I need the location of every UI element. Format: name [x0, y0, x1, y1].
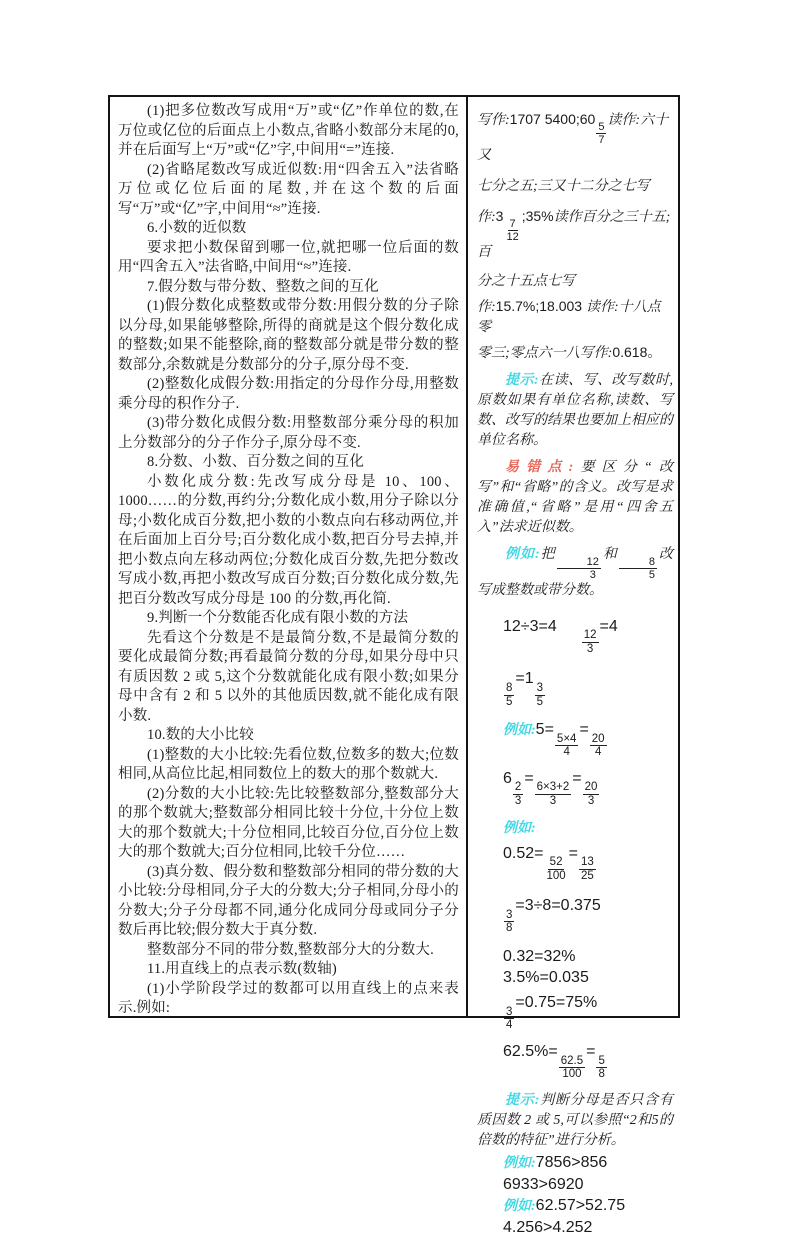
equation-text: 3.5%=0.035	[503, 969, 589, 987]
answer-number: 0.618。	[612, 344, 662, 361]
answer-text: 读作:十八点零	[477, 300, 661, 336]
paragraph-mixed-to-improper: (3)带分数化成假分数:用整数部分乘分母的积加上分数部分的分子作分子,原分母不变.	[118, 415, 459, 451]
fraction-12-3: $\frac{12}{3}$	[557, 556, 601, 581]
heading-10-comparison: 10.数的大小比较	[147, 727, 254, 743]
answer-number: 35%	[525, 208, 554, 225]
tip-text: 在读、写、改写数时,原数如果有单位名称,读数、写数、改写的结果也要加上相应的单位名称。	[477, 373, 673, 449]
fraction-8-5: $\frac{8}{5}$	[619, 556, 657, 581]
comparison-line	[503, 1175, 673, 1194]
fraction-8-5: $\frac{8}{5}$	[506, 681, 513, 708]
equation-text: =	[579, 721, 589, 739]
example-label: 例如:	[503, 820, 536, 836]
example-label-line	[503, 818, 673, 838]
right-column	[468, 97, 678, 1236]
example-label: 例如:	[503, 723, 536, 739]
paragraph-mixed-comparison: 整数部分不同的带分数,整数部分大的分数大.	[147, 941, 434, 958]
example-comparison-1	[503, 1153, 673, 1173]
comparison-line	[503, 1218, 673, 1237]
paragraph-finite-decimal-rule: 先看这个分数是不是最简分数,不是最简分数的要化成最简分数;再看最简分数的分母,如果分母中只有质因数 2 或 5,这个分数就能化成有限小数;如果分母中含有 2 和 5 以外的其他质因数,就不能化成有限小数.	[118, 629, 459, 724]
equation-text: =4	[599, 617, 618, 635]
paragraph-omit-tail: (2)省略尾数改写成近似数:用“四舍五入”法省略万位或亿位后面的尾数,并在这个数的后面写“万”或“亿”字,中间用“≈”连接.	[118, 161, 459, 217]
equation-decimal-to-fraction	[503, 844, 673, 883]
paragraph-decimal-comparison: (2)分数的大小比较:先比较整数部分,整数部分大的那个数就大;整数部分相同比较十分位,十分位上数大的那个数就大;十分位相同,比较百分位,百分位上数大的那个数就大;百分位相同,比较千分位……	[118, 785, 459, 860]
example-paragraph	[477, 545, 673, 600]
equation-fraction-decimal-percent	[503, 993, 673, 1032]
notes-table	[108, 95, 680, 1236]
fraction-20-3: $\frac{20}{3}$	[584, 781, 598, 808]
comparison-value: 7856>856	[535, 1153, 608, 1171]
equation-text: =	[568, 844, 579, 862]
heading-11-number-line: 11.用直线上的点表示数(数轴)	[147, 961, 337, 977]
comparison-value: 62.57>52.75	[535, 1196, 626, 1214]
equation-percent-to-decimal	[503, 968, 673, 987]
paragraph-integer-comparison: (1)整数的大小比较:先看位数,位数多的数大;位数相同,从高位比起,相同数位上的数大的那个数就大.	[118, 746, 459, 782]
equation-mixed-to-improper	[503, 769, 673, 808]
equation-text: 0.52=	[503, 844, 544, 862]
equation-text: =0.75=75%	[515, 994, 598, 1012]
equation-text: 5=	[535, 721, 554, 739]
answer-text: 作:	[477, 300, 496, 316]
equation-integer-to-improper	[503, 720, 673, 759]
comparison-value: 6933>6920	[503, 1175, 584, 1193]
tip-paragraph	[477, 371, 673, 451]
answer-text: 读作:六十又	[477, 113, 669, 164]
answer-text: 作:	[477, 210, 496, 226]
answer-number: 15.7%;18.003	[495, 298, 586, 315]
paragraph-conversion-rules: 小数化成分数:先改写成分母是 10、100、1000……的分数,再约分;分数化成小数,用分子除以分母;小数化成百分数,把小数的小数点向右移动两位,并在后面加上百分号;百分数化成小数,把百分号去掉,并把小数点向左移动两位;分数化成百分数,先把分数改写成小数,再把小数改写成百分数;百分数化成分数,先把百分数改写成分母是 100 的分数,再化简.	[118, 473, 459, 607]
heading-7-fraction-conversion: 7.假分数与带分数、整数之间的互化	[147, 278, 379, 295]
fraction-62p5-100: $\frac{62.5}{100}$	[560, 1054, 584, 1081]
equation-text: =	[524, 769, 534, 787]
answer-number: 3	[495, 208, 504, 225]
equation-fraction-to-decimal	[503, 896, 673, 935]
equation-decimal-to-percent	[503, 947, 673, 966]
equation-text: 6	[503, 769, 512, 787]
fraction-3-5: $\frac{3}{5}$	[536, 681, 544, 708]
left-column	[110, 97, 468, 1016]
equation-text: =3÷8=0.375	[515, 897, 601, 915]
example-text: 把	[539, 547, 556, 563]
example-label: 例如:	[503, 1155, 536, 1171]
fraction-7-12: $\frac{7}{12}$	[506, 218, 519, 244]
answer-line-5	[477, 296, 673, 338]
answer-line-6	[477, 342, 673, 364]
answer-line-3	[477, 206, 673, 263]
fraction-3-8: $\frac{3}{8}$	[506, 908, 513, 935]
answer-line-2	[477, 177, 673, 197]
equation-text: =	[572, 769, 582, 787]
tip-text: 判断分母是否只含有质因数 2 或 5,可以参照“2和5的倍数的特征”进行分析。	[477, 1092, 673, 1148]
fraction-5x4-4: $\frac{5\times 4}{4}$	[556, 732, 577, 759]
paragraph-fraction-comparison: (3)真分数、假分数和整数部分相同的带分数的大小比较:分母相同,分子大的分数大;分子相同,分母小的分数大;分子分母都不同,通分化成同分母或同分子分数后再比较;假分数大于真分数.	[118, 863, 459, 938]
paragraph-rewrite-wan-yi: (1)把多位数改写成用“万”或“亿”作单位的数,在万位或亿位的后面点上小数点,省略小数部分末尾的0,并在后面写上“万”或“亿”字,中间用“=”连接.	[118, 103, 459, 158]
fraction-2-3: $\frac{2}{3}$	[514, 781, 522, 808]
answer-number: 1707 5400;60	[509, 111, 596, 127]
tip-label: 提示:	[505, 373, 539, 389]
fraction-20-4: $\frac{20}{4}$	[591, 732, 605, 759]
fraction-5-7: $\frac{5}{7}$	[598, 121, 605, 147]
example-comparison-2	[503, 1196, 673, 1216]
error-point-label: 易错点:	[505, 460, 574, 476]
equation-percent-to-fraction	[503, 1042, 673, 1081]
paragraph-number-line: (1)小学阶段学过的数都可以用直线上的点来表示.例如:	[118, 980, 459, 1016]
fraction-12-3: $\frac{12}{3}$	[583, 629, 597, 655]
example-text: 改写成整数或带分数。	[477, 547, 674, 598]
paragraph-integer-to-improper: (2)整数化成假分数:用指定的分母作分母,用整数乘分母的积作分子.	[118, 376, 459, 412]
comparison-value: 4.256>4.252	[503, 1218, 593, 1236]
example-label: 例如:	[503, 1198, 536, 1214]
answer-line-1	[477, 109, 673, 166]
equation-text: 62.5%=	[503, 1043, 558, 1061]
paragraph-improper-to-mixed: (1)假分数化成整数或带分数:用假分数的分子除以分母,如果能够整除,所得的商就是这个假分数化成的整数;如果不能整除,商的整数部分就是带分数的整数部分,余数就是分数部分的分子,原分母不变.	[118, 298, 459, 373]
answer-line-4	[477, 272, 673, 292]
heading-9-finite-decimal: 9.判断一个分数能否化成有限小数的方法	[147, 610, 409, 626]
error-point-paragraph	[477, 458, 673, 538]
answer-text: 分之十五点七写	[477, 274, 575, 290]
fraction-52-100: $\frac{52}{100}$	[546, 855, 566, 882]
answer-number: ;	[521, 208, 526, 225]
answer-text: 写作:	[477, 113, 510, 128]
answer-text: 零三;零点六一八写作:	[477, 346, 613, 362]
example-label: 例如:	[505, 547, 540, 563]
fraction-6x3p2-3: $\frac{6\times 3+2}{3}$	[536, 781, 570, 808]
fraction-5-8: $\frac{5}{8}$	[598, 1054, 605, 1081]
example-text: 和	[601, 547, 618, 563]
equation-text: =	[586, 1043, 596, 1061]
equation-mixed-number	[503, 669, 673, 708]
heading-6-decimal-approx: 6.小数的近似数	[147, 220, 247, 236]
fraction-3-4: $\frac{3}{4}$	[506, 1005, 513, 1032]
equation-text: 12÷3=4	[503, 617, 557, 635]
paragraph-keep-place: 要求把小数保留到哪一位,就把哪一位后面的数用“四舍五入”法省略,中间用“≈”连接.	[118, 239, 459, 275]
heading-8-conversions: 8.分数、小数、百分数之间的互化	[147, 454, 365, 470]
equation-text: 0.32=32%	[503, 948, 576, 965]
error-point-text: 要区分“改写”和“省略”的含义。改写是求准确值,“省略”是用“四舍五入”法求近似数。	[477, 460, 673, 536]
answer-text: 读作百分之三十五;百	[477, 210, 671, 261]
equation-text: =1	[515, 670, 534, 688]
fraction-13-25: $\frac{13}{25}$	[581, 855, 594, 882]
answer-text: 七分之五;三又十二分之七写	[477, 179, 650, 195]
equation-division	[503, 617, 673, 656]
tip-paragraph	[477, 1091, 673, 1151]
tip-label: 提示:	[505, 1092, 540, 1108]
